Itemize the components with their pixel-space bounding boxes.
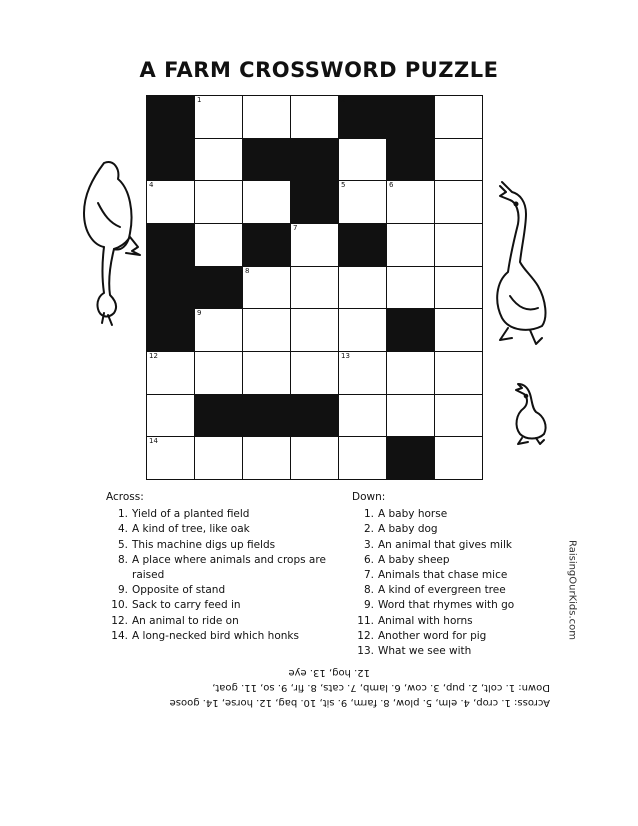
crossword-cell[interactable] — [242, 308, 291, 352]
clue-number: 7. — [363, 569, 374, 582]
black-cell — [242, 223, 291, 267]
crossword-cell[interactable] — [386, 223, 435, 267]
clue-number: 6 — [389, 181, 394, 190]
clue-text: An animal that gives milk — [378, 538, 512, 551]
clue-text: A place where animals and crops are — [132, 553, 326, 566]
crossword-cell[interactable] — [338, 436, 387, 480]
clue-number: 12 — [149, 352, 158, 360]
page-title: A FARM CROSSWORD PUZZLE — [139, 58, 499, 82]
across-clue — [106, 553, 326, 583]
down-clues — [352, 490, 514, 659]
crossword-cell[interactable] — [146, 351, 195, 395]
clue-text: Sack to carry feed in — [132, 599, 241, 612]
crossword-cell[interactable] — [242, 436, 291, 480]
down-clue — [352, 522, 514, 537]
clue-number: 8 — [245, 266, 250, 275]
crossword-cell[interactable] — [338, 394, 387, 438]
crossword-cell[interactable] — [338, 351, 387, 395]
down-clue — [352, 629, 514, 644]
crossword-cell[interactable] — [146, 394, 195, 438]
clue-text: Animals that chase mice — [378, 569, 508, 582]
clue-number: 5 — [341, 181, 346, 190]
clue-number: 9. — [363, 599, 374, 612]
crossword-cell[interactable] — [290, 95, 339, 139]
clue-text: Word that rhymes with go — [378, 599, 515, 612]
across-clue — [106, 614, 326, 629]
crossword-cell[interactable] — [434, 308, 483, 352]
clue-number: 2 — [341, 96, 346, 104]
duckling-illustration — [508, 378, 550, 446]
crossword-cell[interactable] — [146, 436, 195, 480]
crossword-cell[interactable] — [434, 266, 483, 310]
clue-number: 5. — [117, 538, 128, 551]
black-cell — [290, 394, 339, 438]
down-clue — [352, 598, 514, 613]
clue-number: 10. — [111, 599, 128, 612]
black-cell — [194, 394, 243, 438]
across-clue — [106, 538, 326, 553]
answers-line-down: Down: 1. colt, 2. pup, 3. cow, 6. lamb, 7. cats, 8. fir, 9. so, 11. goat, — [212, 682, 550, 693]
clue-number: 3. — [363, 538, 374, 551]
black-cell — [386, 138, 435, 182]
clue-number: 1 — [197, 96, 202, 104]
across-clue — [106, 507, 326, 522]
crossword-cell[interactable] — [338, 308, 387, 352]
down-clue — [352, 538, 514, 553]
clue-number: 7 — [293, 224, 298, 232]
crossword-cell[interactable] — [386, 180, 435, 224]
black-cell — [338, 95, 387, 139]
crossword-cell[interactable] — [194, 180, 243, 224]
crossword-cell[interactable] — [434, 351, 483, 395]
crossword-cell[interactable] — [434, 180, 483, 224]
clue-number: 4. — [117, 523, 128, 536]
black-cell — [146, 308, 195, 352]
clue-number: 8. — [117, 553, 128, 566]
left-goose-illustration — [74, 155, 146, 330]
crossword-cell[interactable] — [434, 138, 483, 182]
clue-text: A baby dog — [378, 523, 438, 536]
crossword-cell[interactable] — [290, 308, 339, 352]
down-clue — [352, 568, 514, 583]
crossword-cell[interactable] — [194, 223, 243, 267]
clue-text: Another word for pig — [378, 629, 487, 642]
black-cell — [338, 223, 387, 267]
clue-text-continued: raised — [132, 569, 165, 582]
right-goose-illustration — [486, 178, 550, 348]
clue-number: 9. — [117, 584, 128, 597]
across-clue — [106, 629, 326, 644]
crossword-cell[interactable] — [338, 266, 387, 310]
black-cell — [386, 436, 435, 480]
clue-number: 2. — [363, 523, 374, 536]
upside-down-answers — [80, 650, 550, 710]
crossword-cell[interactable] — [338, 138, 387, 182]
black-cell — [146, 95, 195, 139]
black-cell — [146, 266, 195, 310]
crossword-cell[interactable] — [194, 351, 243, 395]
crossword-cell[interactable] — [290, 266, 339, 310]
across-clues — [106, 490, 326, 644]
clue-number: 12. — [111, 614, 128, 627]
side-watermark: RaisingOurKids.com — [566, 539, 578, 641]
crossword-cell[interactable] — [194, 95, 243, 139]
crossword-cell[interactable] — [242, 95, 291, 139]
clue-text: Opposite of stand — [132, 584, 226, 597]
down-heading: Down: — [352, 491, 386, 503]
across-heading: Across: — [106, 491, 144, 503]
clue-text: A kind of evergreen tree — [378, 584, 506, 597]
clue-number: 1. — [117, 508, 128, 521]
crossword-cell[interactable] — [290, 351, 339, 395]
clue-number: 6. — [363, 553, 374, 566]
clue-number: 4 — [149, 181, 154, 190]
crossword-cell[interactable] — [242, 351, 291, 395]
clue-number: 1. — [363, 508, 374, 521]
crossword-cell[interactable] — [338, 180, 387, 224]
black-cell — [194, 266, 243, 310]
clue-text: A baby horse — [378, 508, 448, 521]
crossword-grid — [146, 95, 482, 479]
clue-number: 13 — [341, 352, 350, 360]
clue-text: An animal to ride on — [132, 614, 239, 627]
crossword-cell[interactable] — [290, 223, 339, 267]
answers-line-across: Across: 1. crop, 4. elm, 5. plow, 8. farm, 9. sit, 10. bag, 12. horse, 14. goose — [169, 697, 550, 708]
crossword-cell[interactable] — [194, 308, 243, 352]
clue-number: 14. — [111, 629, 128, 642]
black-cell — [290, 138, 339, 182]
across-clue — [106, 583, 326, 598]
crossword-cell[interactable] — [386, 266, 435, 310]
black-cell — [146, 223, 195, 267]
crossword-cell[interactable] — [386, 394, 435, 438]
clue-number: 8. — [363, 584, 374, 597]
clue-text: This machine digs up fields — [132, 538, 276, 551]
answers-line-down-cont: 12. hog, 13. eye — [288, 667, 370, 678]
crossword-cell[interactable] — [242, 266, 291, 310]
clue-text: Animal with horns — [378, 614, 473, 627]
crossword-cell[interactable] — [434, 223, 483, 267]
clue-number: 13. — [357, 645, 374, 658]
clue-text: A long-necked bird which honks — [132, 629, 299, 642]
crossword-cell[interactable] — [146, 180, 195, 224]
across-clue — [106, 598, 326, 613]
black-cell — [242, 394, 291, 438]
clue-text: What we see with — [378, 645, 472, 658]
crossword-cell[interactable] — [434, 394, 483, 438]
crossword-cell[interactable] — [194, 436, 243, 480]
clue-number: 14 — [149, 437, 158, 446]
clue-text: A baby sheep — [378, 553, 450, 566]
clue-text: Yield of a planted field — [132, 508, 250, 521]
black-cell — [290, 180, 339, 224]
across-clue — [106, 522, 326, 537]
black-cell — [386, 308, 435, 352]
down-clue — [352, 507, 514, 522]
crossword-cell[interactable] — [386, 351, 435, 395]
black-cell — [386, 95, 435, 139]
black-cell — [146, 138, 195, 182]
crossword-cell[interactable] — [290, 436, 339, 480]
down-clue — [352, 614, 514, 629]
down-clue — [352, 553, 514, 568]
crossword-cell[interactable] — [434, 95, 483, 139]
crossword-cell[interactable] — [434, 436, 483, 480]
crossword-cell[interactable] — [194, 138, 243, 182]
clue-number: 9 — [197, 309, 202, 318]
crossword-cell[interactable] — [242, 180, 291, 224]
down-clue — [352, 583, 514, 598]
black-cell — [242, 138, 291, 182]
clue-text: A kind of tree, like oak — [132, 523, 250, 536]
clue-number: 11. — [357, 614, 374, 627]
clue-number: 12. — [357, 629, 374, 642]
